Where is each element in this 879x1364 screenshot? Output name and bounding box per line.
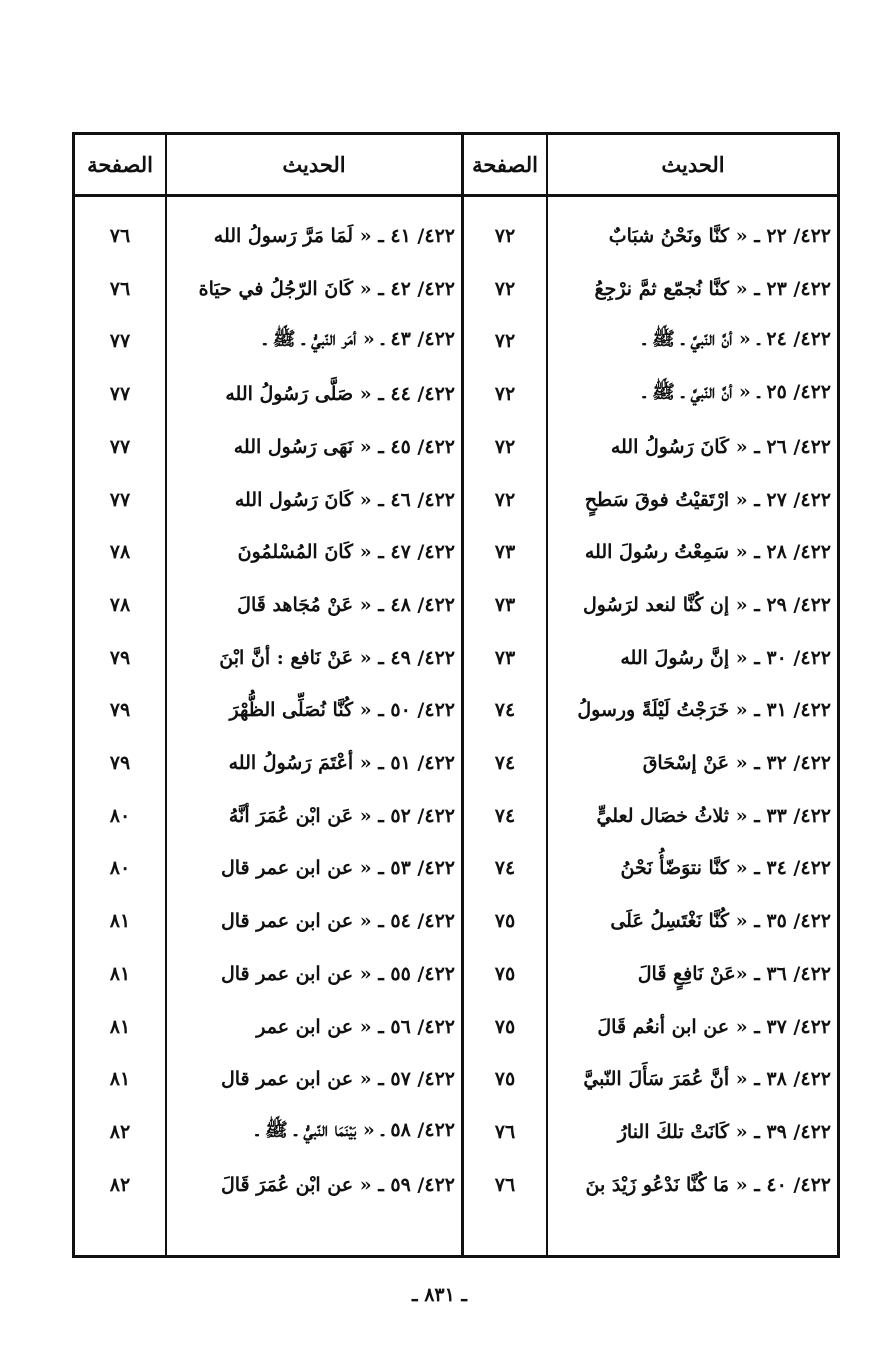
- page-number-cell: ٧٨: [109, 541, 131, 564]
- index-table: [72, 132, 840, 1258]
- hadith-title: ٤٢٢/ ٣١ ـ « خَرَجْتُ لَيْلَةً ورسولُ: [577, 699, 831, 722]
- hadith-title: ٤٢٢/ ٣٨ ـ « أنَّ عُمَرَ سَأَلَ النّبيَّ: [583, 1068, 831, 1091]
- table-row: [75, 420, 837, 474]
- table-row: [75, 894, 837, 948]
- page-number-cell: ٧٢: [494, 330, 516, 353]
- page-number-cell: ٧٢: [494, 383, 516, 406]
- hadith-title: ٤٢٢/ ٤٥ ـ « نَهَى رَسُول الله: [233, 435, 455, 458]
- page-number-cell: ٧٨: [109, 593, 131, 616]
- page-number-cell: ٨١: [109, 1015, 131, 1038]
- table-row: [75, 473, 837, 527]
- hadith-title: ٤٢٢/ ٤٤ ـ « صَلَّى رَسُولُ الله: [225, 383, 455, 406]
- page-number-cell: ٧٥: [494, 962, 516, 985]
- hadith-title: ٤٢٢/ ٥٥ ـ « عن ابن عمر قال: [220, 962, 455, 985]
- hadith-title: ٤٢٢/ ٢٩ ـ « إن كُنَّا لنعد لرَسُول: [582, 593, 831, 616]
- hadith-title: ٤٢٢/ ٢٧ ـ « ارْتَقيْتُ فوقَ سَطحٍ: [584, 488, 831, 511]
- hadith-title: ٤٢٢/ ٥٦ ـ « عن ابن عمر: [256, 1015, 455, 1038]
- table-row: [75, 314, 837, 368]
- table-row: [75, 262, 837, 316]
- page-number-cell: ٧٧: [109, 488, 131, 511]
- page-number-cell: ٧٧: [109, 383, 131, 406]
- page-number: ـ ٨٣١ ـ: [412, 1284, 467, 1306]
- hadith-title: ٤٢٢/ ٣٢ ـ « عَنْ إسْحَاقَ: [642, 752, 831, 774]
- hadith-title: ٤٢٢/ ٥٩ ـ « عن ابْن عُمَرَ قَالَ: [220, 1173, 455, 1196]
- hadith-title: ٤٢٢/ ٤٢ ـ « كَانَ الرّجُلُ في حيَاة: [198, 277, 455, 300]
- page-number-cell: ٧٦: [109, 277, 131, 300]
- page-number-cell: ٧٤: [494, 752, 516, 774]
- page-number-cell: ٧٢: [494, 225, 516, 247]
- hadith-title: ٤٢٢/ ٤٦ ـ « كَانَ رَسُول الله: [234, 488, 455, 511]
- page-number-cell: ٨٠: [109, 857, 131, 880]
- page-number-cell: ٧٣: [494, 593, 516, 616]
- table-row: [75, 1105, 837, 1159]
- page-number-cell: ٧٥: [494, 910, 516, 933]
- hadith-title: ٤٢٢/ ٣٦ ـ «عَنْ نَافِعٍ قَالَ: [637, 962, 831, 985]
- table-row: [75, 1052, 837, 1106]
- hadith-title: ٤٢٢/ ٣٥ ـ « كُنَّا نَغْتَسِلُ عَلَى: [610, 910, 831, 933]
- table-row: [75, 683, 837, 737]
- page-number-cell: ٧٧: [109, 330, 131, 353]
- page-number-cell: ٧٦: [494, 1173, 516, 1196]
- hadith-title: ٤٢٢/ ٤٣ ـ « أمَر النّبيُّ ـ ﷺ ـ: [263, 328, 455, 351]
- page-number-cell: ٧٣: [494, 541, 516, 564]
- page-number-cell: ٧٥: [494, 1068, 516, 1091]
- page-number-cell: ٨١: [109, 910, 131, 933]
- page-number-cell: ٧٤: [494, 804, 516, 827]
- page-number-cell: ٧٣: [494, 646, 516, 669]
- page-number-cell: ٨٢: [109, 1173, 131, 1196]
- table-row: [75, 841, 837, 895]
- hadith-title: ٤٢٢/ ٥٧ ـ « عن ابن عمر قال: [220, 1068, 455, 1091]
- hadith-title: ٤٢٢/ ٢٥ ـ « أنَّ النّبيَّ ـ ﷺ ـ: [642, 381, 831, 404]
- page-number-cell: ٧٤: [494, 699, 516, 722]
- hadith-title: ٤٢٢/ ٣٣ ـ « ثلاثُ خصَال لعليٍّ: [596, 804, 831, 827]
- hadith-title: ٤٢٢/ ٢٦ ـ « كَانَ رَسُولُ الله: [610, 435, 831, 458]
- hadith-title: ٤٢٢/ ٣٤ ـ « كنَّا نتوَضّأُ نَحْنُ: [620, 857, 831, 880]
- page-number-cell: ٧٦: [494, 1120, 516, 1143]
- table-row: [75, 789, 837, 843]
- page-number-cell: ٨٠: [109, 804, 131, 827]
- page-number-cell: ٧٩: [109, 646, 131, 669]
- table-row: [75, 1158, 837, 1212]
- table-row: [75, 631, 837, 685]
- hadith-title: ٤٢٢/ ٥٤ ـ « عن ابن عمر قال: [220, 910, 455, 933]
- hadith-title: ٤٢٢/ ٤٨ ـ « عَنْ مُجَاهد قَالَ: [237, 593, 455, 616]
- hadith-title: ٤٢٢/ ٢٣ ـ « كنَّا نُجمّع ثمَّ نرْجِعُ: [594, 277, 831, 300]
- hadith-title: ٤٢٢/ ٤٠ ـ « مَا كُنَّا نَدْعُو زَيْدَ بنَ: [585, 1173, 831, 1196]
- hadith-title: ٤٢٢/ ٥١ ـ « أعْتَمَ رَسُولُ الله: [228, 752, 455, 774]
- page-number-cell: ٧٩: [109, 752, 131, 774]
- page-number-cell: ٨٢: [109, 1120, 131, 1143]
- table-row: [75, 367, 837, 421]
- table-row: [75, 1000, 837, 1054]
- header-left-page: الصفحة: [87, 152, 153, 177]
- table-row: [75, 578, 837, 632]
- page-number-cell: ٧٢: [494, 435, 516, 458]
- header-right-page: الصفحة: [472, 152, 538, 177]
- page-number-cell: ٧٢: [494, 488, 516, 511]
- hadith-title: ٤٢٢/ ٥٨ ـ « بَيْنَمَا النّبيُّ ـ ﷺ ـ: [255, 1118, 455, 1141]
- table-row: [75, 947, 837, 1001]
- page-number-cell: ٧٢: [494, 277, 516, 300]
- hadith-title: ٤٢٢/ ٢٢ ـ « كنَّا ونَحْنُ شبَابٌ: [608, 225, 831, 247]
- page-number-cell: ٨١: [109, 962, 131, 985]
- page-number-cell: ٧٦: [109, 225, 131, 247]
- hadith-title: ٤٢٢/ ٣٧ ـ « عن ابن أنعُم قَالَ: [597, 1015, 831, 1038]
- table-row: [75, 209, 837, 263]
- header-right-hadith: الحديث: [661, 152, 725, 177]
- page-number-cell: ٧٧: [109, 435, 131, 458]
- header-left-hadith: الحديث: [282, 152, 346, 177]
- hadith-title: ٤٢٢/ ٥٣ ـ « عن ابن عمر قال: [220, 857, 455, 880]
- page-number-cell: ٧٤: [494, 857, 516, 880]
- hadith-title: ٤٢٢/ ٤٩ ـ « عَنْ نَافع : أنَّ ابْنَ: [219, 646, 455, 669]
- table-row: [75, 525, 837, 579]
- page-number-cell: ٧٩: [109, 699, 131, 722]
- hadith-title: ٤٢٢/ ٥٠ ـ « كُنَّا نُصَلِّى الظُّهْرَ: [229, 699, 455, 722]
- hadith-title: ٤٢٢/ ٢٤ ـ « أنَّ النّبيَّ ـ ﷺ ـ: [642, 328, 831, 351]
- hadith-title: ٤٢٢/ ٥٢ ـ « عَن ابْن عُمَرَ أنَّهُ: [228, 804, 455, 827]
- hadith-title: ٤٢٢/ ٤٧ ـ « كَانَ المُسْلمُونَ: [237, 541, 455, 564]
- table-row: [75, 736, 837, 790]
- hadith-title: ٤٢٢/ ٤١ ـ « لَمَا مَرَّ رَسولُ الله: [213, 225, 455, 247]
- hadith-title: ٤٢٢/ ٣٠ ـ « إنَّ رسُولَ الله: [620, 646, 831, 669]
- page-number-cell: ٨١: [109, 1068, 131, 1091]
- hadith-title: ٤٢٢/ ٣٩ ـ « كَانَتْ تلكَ النارُ: [617, 1120, 831, 1143]
- header-divider: [75, 194, 837, 197]
- page-number-cell: ٧٥: [494, 1015, 516, 1038]
- hadith-title: ٤٢٢/ ٢٨ ـ « سَمِعْتُ رسُولَ الله: [584, 541, 831, 564]
